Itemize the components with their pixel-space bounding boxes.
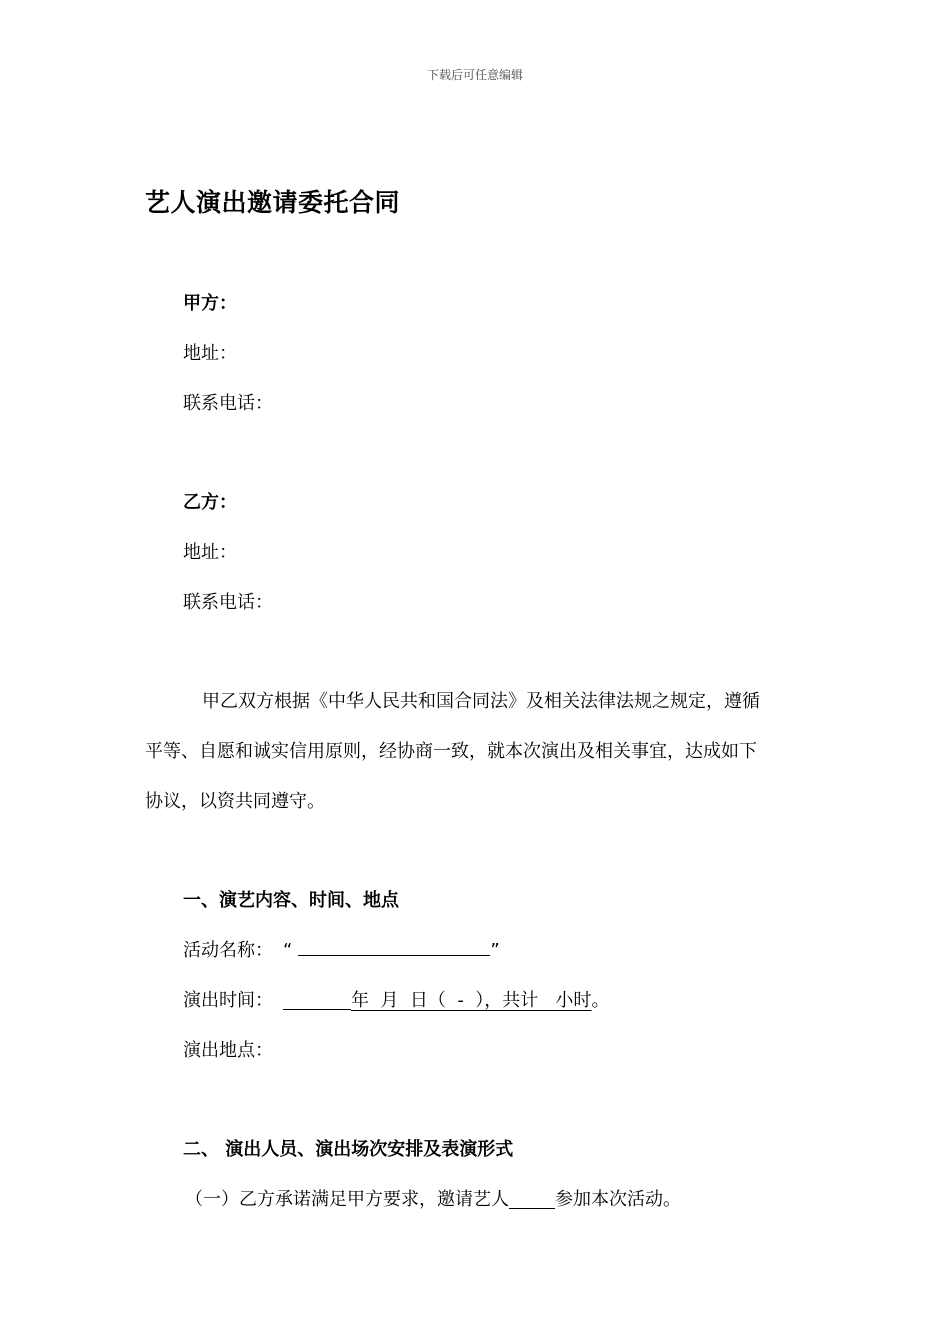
activity-name-label: 活动名称：: [183, 940, 273, 961]
artist-name-blank: [509, 1190, 555, 1209]
party-b-label: 乙方：: [183, 492, 237, 513]
item-1-prefix: （一）乙方承诺满足甲方要求，邀请艺人: [185, 1189, 509, 1210]
preamble-line-3: 协议，以资共同遵守。: [145, 791, 325, 812]
activity-name-row: [183, 936, 500, 962]
performance-time-end: 。: [591, 990, 610, 1011]
section-2-heading: 二、 演出人员、演出场次安排及表演形式: [183, 1139, 514, 1160]
item-1-suffix: 参加本次活动。: [555, 1189, 681, 1210]
header-note: 下载后可任意编辑: [426, 68, 523, 82]
contract-title: 艺人演出邀请委托合同: [145, 188, 401, 217]
party-b-address: 地址：: [183, 542, 237, 563]
preamble-line-1: 甲乙双方根据《中华人民共和国合同法》及相关法律法规之规定，遵循: [202, 691, 760, 712]
performance-time-fill: 年 月 日（ - ），共计 小时: [351, 990, 592, 1011]
year-blank: [283, 991, 351, 1010]
performance-time-row: [183, 986, 609, 1012]
party-a-address: 地址：: [183, 343, 237, 364]
performance-time-label: 演出时间：: [183, 990, 273, 1011]
party-a-phone: 联系电话：: [183, 393, 273, 414]
activity-name-blank: [298, 937, 490, 956]
close-quote: ”: [490, 940, 500, 961]
party-a-label: 甲方：: [183, 293, 237, 314]
open-quote: “: [283, 940, 293, 961]
party-b-phone: 联系电话：: [183, 592, 273, 613]
section-1-heading: 一、演艺内容、时间、地点: [183, 890, 399, 911]
performance-place: 演出地点：: [183, 1040, 273, 1061]
section-2-item-1: [185, 1185, 681, 1211]
preamble-line-2: 平等、自愿和诚实信用原则，经协商一致，就本次演出及相关事宜，达成如下: [145, 741, 757, 762]
